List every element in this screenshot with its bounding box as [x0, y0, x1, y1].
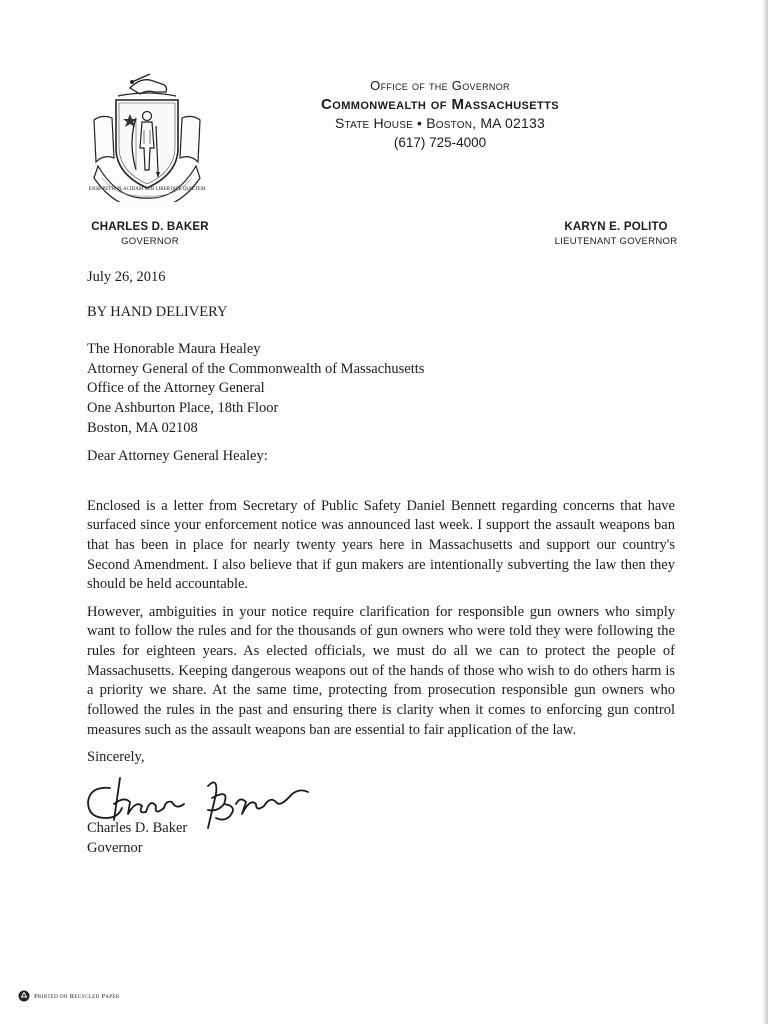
- letterhead: [280, 76, 600, 152]
- salutation: Dear Attorney General Healey:: [87, 448, 268, 464]
- office-title: Office of the Governor: [370, 78, 510, 93]
- recycled-footer: [18, 990, 119, 1002]
- lt-governor-block: [546, 221, 686, 247]
- closing: Sincerely,: [87, 749, 145, 765]
- recipient-line: Office of the Attorney General: [87, 380, 265, 397]
- recipient-line: One Ashburton Place, 18th Floor: [87, 400, 279, 417]
- recipient-line: Attorney General of the Commonwealth of Massachusetts: [87, 360, 425, 377]
- recipient-line: Boston, MA 02108: [87, 419, 198, 436]
- governor-block: [85, 221, 215, 247]
- scan-edge: [762, 0, 768, 1024]
- seal-banner-text: ENSE PETIT PLACIDAM SUB LIBERTATE QUIETEM: [88, 187, 206, 192]
- recycled-paper-text: Printed on Recycled Paper: [34, 992, 120, 1000]
- massachusetts-seal-icon: [88, 70, 206, 202]
- commonwealth-title: Commonwealth of Massachusetts: [321, 96, 559, 113]
- office-address: State House • Boston, MA 02133: [335, 115, 545, 131]
- recipient-line: The Honorable Maura Healey: [87, 341, 261, 357]
- letter-date: July 26, 2016: [87, 269, 166, 285]
- paragraph-2: However, ambiguities in your notice require clarification for responsible gun owners who simply want to follow the rules and for the thousands of gun owners who were told they were following the rules for eighteen years. As elected officials, we must do all we can to protect the people of Massachusetts. Keeping dangerous weapons out of the hands of those who wish to do others harm is a priority we share. At the same time, protecting from prosecution responsible gun owners who followed the rules in the past and ensuring there is clarity when it comes to enforcing gun control measures such as the assault weapons ban are essential to fair application of the law.: [87, 603, 675, 738]
- governor-name: CHARLES D. BAKER: [91, 221, 209, 233]
- delivery-method: BY HAND DELIVERY: [87, 304, 228, 320]
- recipient-address: [87, 340, 424, 439]
- governor-title: GOVERNOR: [121, 236, 179, 247]
- signer-name: Charles D. Baker: [87, 820, 188, 836]
- paragraph-1: Enclosed is a letter from Secretary of Public Safety Daniel Bennett regarding concerns that have surfaced since your enforcement notice was announced last week. I support the assault weapons ban that has been in place for nearly twenty years here in Massachusetts and support our country's Second Amendment. I also believe that if gun makers are intentionally subverting the law then they should be held accountable.: [87, 497, 675, 593]
- lt-governor-name: KARYN E. POLITO: [564, 221, 668, 233]
- signer-title: Governor: [87, 840, 143, 856]
- office-phone: (617) 725-4000: [393, 135, 487, 150]
- lt-governor-title: LIEUTENANT GOVERNOR: [554, 236, 678, 247]
- recycle-icon: [18, 990, 30, 1002]
